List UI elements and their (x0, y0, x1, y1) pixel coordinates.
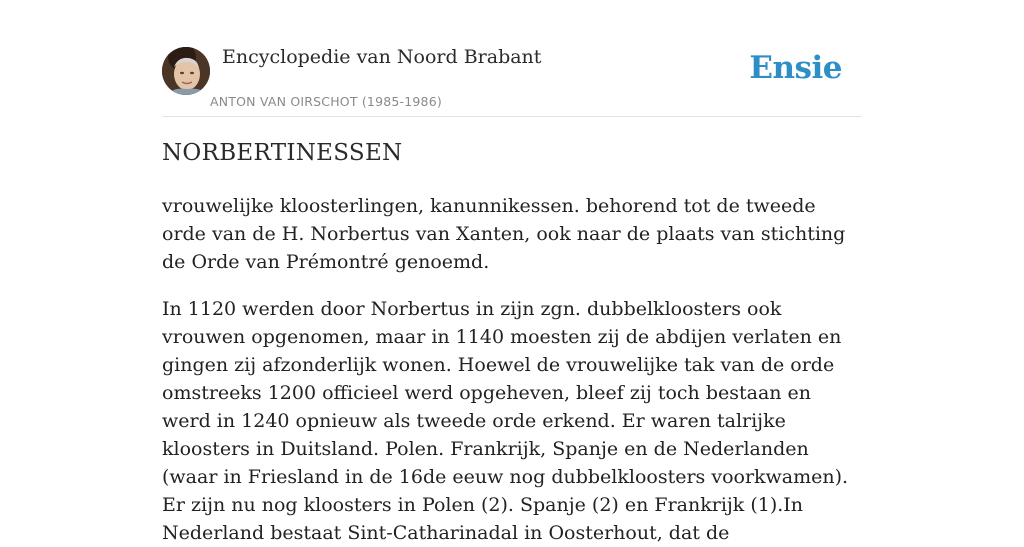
ensie-logo[interactable]: Ensie (749, 50, 842, 86)
author-name[interactable]: ANTON VAN OIRSCHOT (1985-1986) (210, 94, 442, 109)
source-title[interactable]: Encyclopedie van Noord Brabant (222, 46, 542, 68)
entry-paragraph: In 1120 werden door Norbertus in zijn zgn. dubbelkloosters ook vrouwen opgenomen, maar in 1140 moesten zij de abdijen verlaten en gingen zij afzonderlijk wonen. Hoewel de vrouwelijke tak van de orde omstreeks 1200 officieel werd opgeheven, bleef zij toch bestaan en werd in 1240 opnieuw als tweede orde erkend. Er waren talrijke kloosters in Duitsland. Polen. Frankrijk, Spanje en de Nederlanden (waar in Friesland in de 16de eeuw nog dubbelkloosters voorkwamen). Er zijn nu nog kloosters in Polen (2). Spanje (2) en Frankrijk (1).In Nederland bestaat Sint-Catharinadal in Oosterhout, dat de (162, 298, 849, 544)
page-header (162, 0, 862, 117)
entry-title: NORBERTINESSEN (162, 140, 403, 166)
author-avatar[interactable] (162, 47, 210, 95)
entry-paragraph: vrouwelijke kloosterlingen, kanunnikessen. behorend tot de tweede orde van de H. Norbertus van Xanten, ook naar de plaats van stichting de Orde van Prémontré genoemd. (162, 195, 846, 273)
page-content (162, 0, 862, 544)
